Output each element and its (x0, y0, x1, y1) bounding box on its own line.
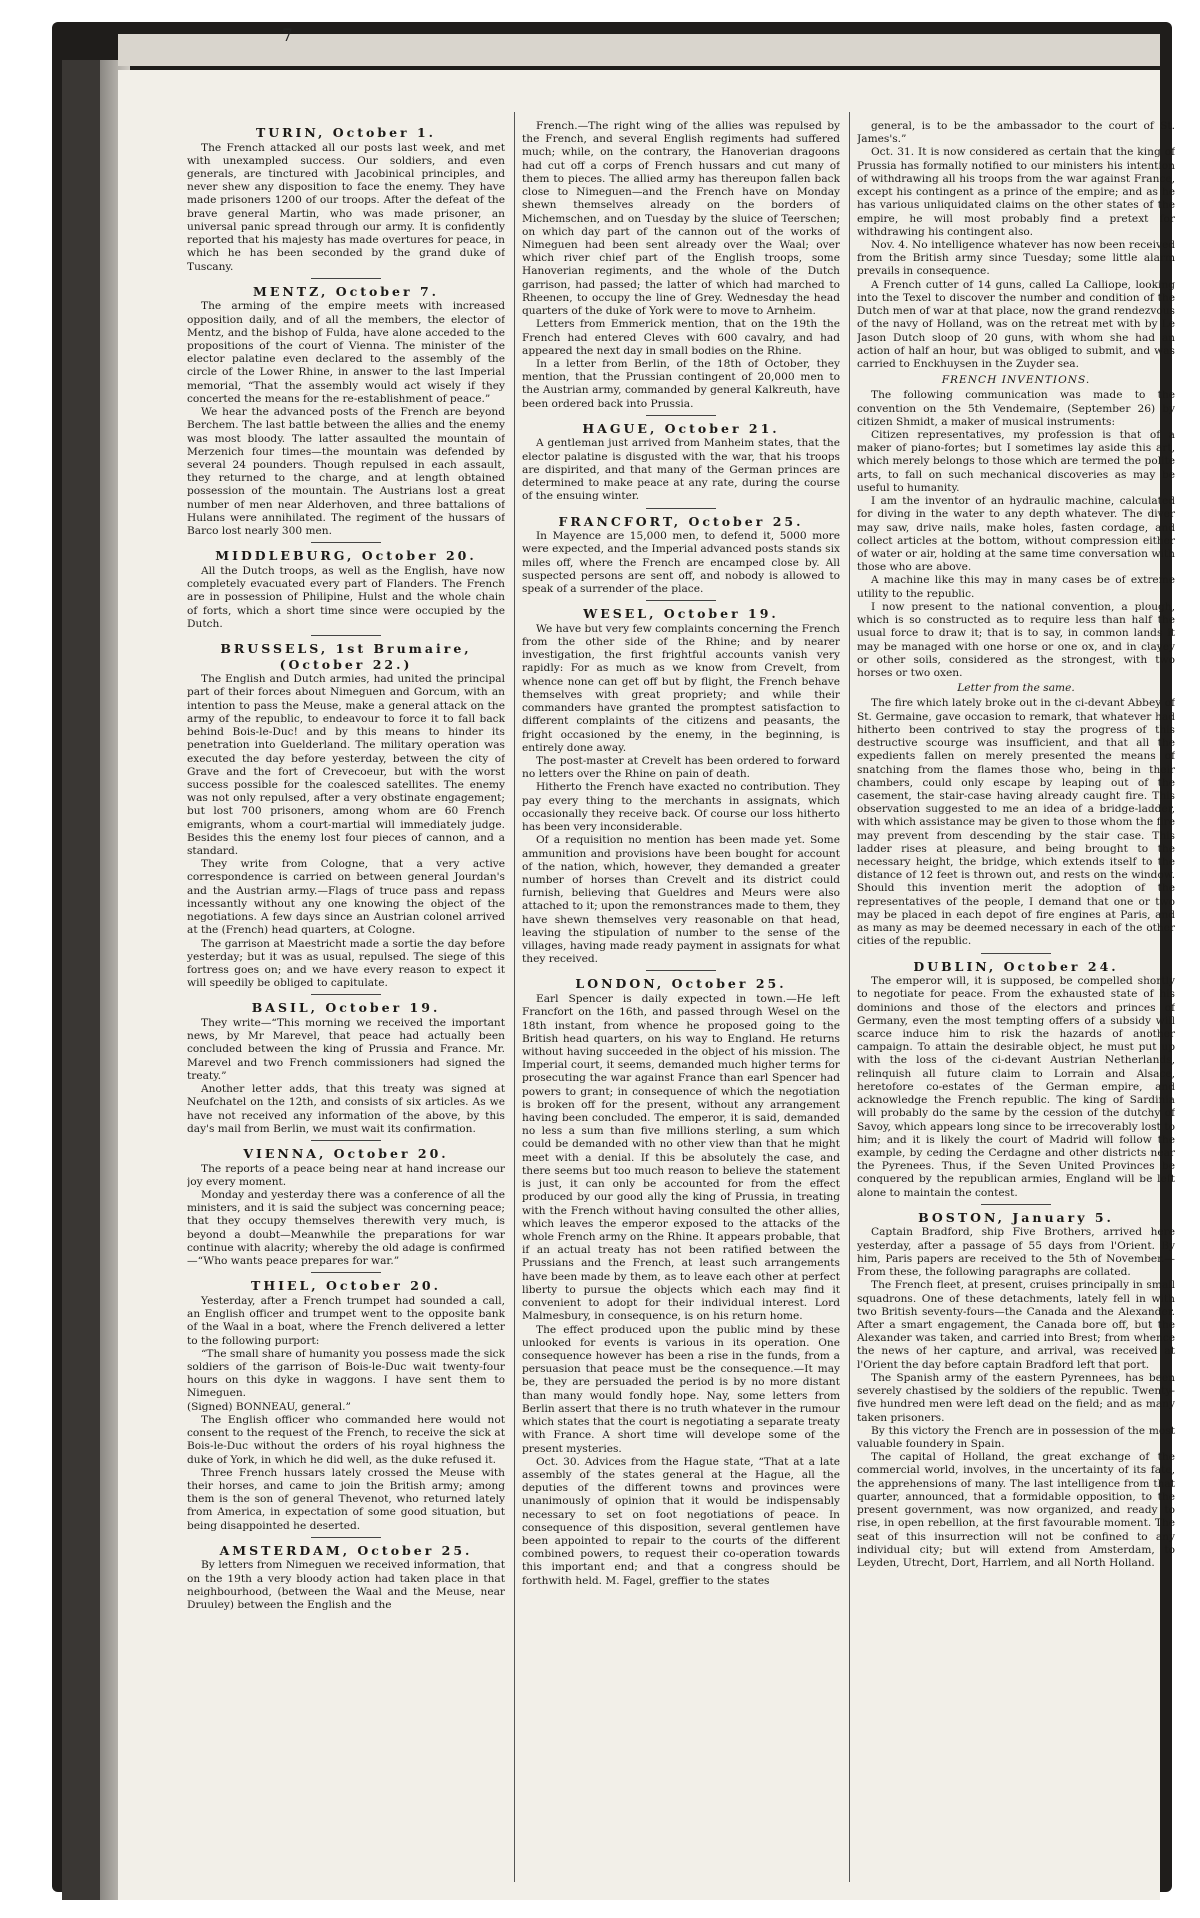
section-rule (981, 953, 1051, 954)
article-paragraph: The effect produced upon the public mind by these unlooked for events is various in its operation. One consequence however has been a rise in the funds, from a persuasion that peace must be the consequence.—It may be, they are persuaded the period is by no more distant than many would fondly hope. Nay, some letters from Berlin assert that there is no truth whatever in the rumour which states that the court is negotiating a separate treaty with France. A short time will develope some of the present mysteries. (522, 1323, 840, 1455)
article-paragraph: Nov. 4. No intelligence whatever has now been received from the British army since Tuesday; some little alarm prevails in consequence. (857, 238, 1175, 278)
article-paragraph: general, is to be the ambassador to the court of St. James's.” (857, 120, 1175, 146)
article-paragraph: “The small share of humanity you possess made the sick soldiers of the garrison of Bois-le-Duc wait twenty-four hours on this dyke in waggons. I have sent them to Nimeguen. (187, 1347, 505, 1400)
article-paragraph: Hitherto the French have exacted no contribution. They pay every thing to the merchants in assignats, which occasionally they receive back. Of course our loss hitherto has been very inconsiderable. (522, 781, 840, 834)
article-paragraph: Letters from Emmerick mention, that on the 19th the French had entered Cleves with 600 cavalry, and had appeared the next day in small bodies on the Rhine. (522, 318, 840, 357)
section-rule (311, 994, 381, 995)
article-paragraph: Three French hussars lately crossed the Meuse with their horses, and came to join the British army; among them is the son of general Thevenot, who returned lately from America, in expectation of some good situation, but being disappointed he deserted. (187, 1466, 505, 1532)
dateline: LONDON, October 25. (575, 976, 787, 992)
dateline: BASIL, October 19. (251, 1000, 441, 1016)
article-paragraph: In Mayence are 15,000 men, to defend it, 5000 more were expected, and the Imperial advanced posts stands six miles off, where the French are encamped close by. All suspected persons are sent off, and nobody is allowed to speak of a surrender of the place. (522, 530, 840, 595)
article-paragraph: We have but very few complaints concerning the French from the other side of the Rhine; and by nearer investigation, the first frightful accounts vanish very rapidly: For as much as we know from Crevelt, from whence none can get off but by flight, the French behave themselves with great propriety; and while their commanders have granted the promptest satisfaction to different complaints of the citizens and peasants, the fright occasioned by the enemy, in the beginning, is entirely done away. (522, 622, 840, 754)
section-rule (311, 542, 381, 543)
column-1 (187, 120, 505, 1890)
article-paragraph: The post-master at Crevelt has been ordered to forward no letters over the Rhine on pain of death. (522, 754, 840, 781)
dateline: BRUSSELS, 1st Brumaire, (October 22.) (220, 641, 472, 672)
column-3 (857, 120, 1175, 1890)
page-mark: 7 (282, 26, 293, 46)
column-divider (514, 112, 515, 1882)
section-rule (311, 1537, 381, 1538)
article-paragraph: All the Dutch troops, as well as the English, have now completely evacuated every part of Flanders. The French are in possession of Philipine, Hulst and the whole chain of forts, which a short time since were occupied by the Dutch. (187, 564, 505, 630)
article-paragraph: The English and Dutch armies, had united the principal part of their forces about Nimeguen and Gorcum, with an intention to pass the Meuse, make a general attack on the army of the republic, to endeavour to force it to fall back behind Bois-le-Duc! and by this means to hinder its penetration into Guelderland. The military operation was executed the day before yesterday, between the city of Grave and the fort of Crevecoeur, but with the worst success possible for the coalesced satellites. The enemy was not only repulsed, after a very obstinate engagement; but lost 700 prisoners, among whom are 60 French emigrants, whom a court-martial will immediately judge. Besides this the enemy lost four pieces of cannon, and a standard. (187, 673, 505, 858)
dateline: THIEL, October 20. (251, 1278, 441, 1294)
signature-line: (Signed) BONNEAU, general.” (187, 1400, 351, 1413)
article-paragraph: Monday and yesterday there was a conference of all the ministers, and it is said the subject was concerning peace; that they occupy themselves therewith very much, is beyond a doubt—Meanwhile the preparations for war continue with alacrity; whereby the old adage is confirmed—“Who wants peace prepares for war.” (187, 1189, 505, 1268)
section-rule (311, 278, 381, 279)
dateline: WESEL, October 19. (583, 606, 779, 622)
article-paragraph: The French fleet, at present, cruises principally in small squadrons. One of these detachments, lately fell in with two British seventy-fours—the Canada and the Alexander. After a smart engagement, the Canada bore off, but the Alexander was taken, and carried into Brest; from whence the news of her capture, and arrival, was received at l'Orient the day before captain Bradford left that port. (857, 1279, 1175, 1371)
article-paragraph: A gentleman just arrived from Manheim states, that the elector palatine is disgusted with the war, that his troops are dispirited, and that many of the German princes are determined to make peace at any rate, during the course of the ensuing winter. (522, 437, 840, 503)
article-paragraph: The reports of a peace being near at hand increase our joy every moment. (187, 1162, 505, 1188)
article-paragraph: Earl Spencer is daily expected in town.—He left Francfort on the 16th, and passed through Wesel on the 18th instant, from whence he proposed going to the British head quarters, on his way to England. He returns without having succeeded in the object of his mission. The Imperial court, it seems, demanded much higher terms for prosecuting the war against France than earl Spencer had powers to grant; in consequence of which the negotiation is broken off for the present, without any arrangement having been concluded. The emperor, it is said, demanded no less a sum than five millions sterling, a sum which could be demanded with no other view than that he might meet with a denial. If this be absolutely the case, and there seems but too much reason to believe the statement is just, it can only be accounted for from the effect produced by our good ally the king of Prussia, in treating with the French without having consulted the other allies, which leaves the emperor exposed to the attacks of the whole French army on the Rhine. It appears probable, that if an actual treaty has not been ratified between the Prussians and the French, at least such arrangements have been made by them, as to leave each other at perfect liberty to pursue the objects which each may find it convenient to adopt for their individual interest. Lord Malmesbury, in consequence, is on his return home. (522, 993, 840, 1323)
article-paragraph: Oct. 30. Advices from the Hague state, “That at a late assembly of the states general at the Hague, all the deputies of the different towns and provinces were unanimously of opinion that it would be indispensably necessary to set on foot negotiations of peace. In consequence of this disposition, several gentlemen have been appointed to repair to the courts of the different combined powers, to request their co-operation towards this important end; and that a congress should be forthwith held. M. Fagel, greffier to the states (522, 1455, 840, 1587)
section-heading: FRENCH INVENTIONS. (941, 374, 1091, 387)
section-rule (311, 1140, 381, 1141)
article-paragraph: Captain Bradford, ship Five Brothers, arrived here yesterday, after a passage of 55 days from l'Orient. By him, Paris papers are received to the 5th of November.—From these, the following paragraphs are collated. (857, 1226, 1175, 1279)
article-paragraph: Yesterday, after a French trumpet had sounded a call, an English officer and trumpet went to the opposite bank of the Waal in a boat, where the French delivered a letter to the following purport: (187, 1294, 505, 1347)
section-rule (646, 970, 716, 971)
dateline: HAGUE, October 21. (582, 420, 780, 436)
article-paragraph: The following communication was made to the convention on the 5th Vendemaire, (September 26) by citizen Shmidt, a maker of musical instruments: (857, 389, 1175, 428)
section-rule (646, 600, 716, 601)
dateline: VIENNA, October 20. (243, 1146, 449, 1161)
article-paragraph: By this victory the French are in possession of the most valuable foundery in Spain. (857, 1424, 1175, 1450)
dateline: FRANCFORT, October 25. (558, 513, 804, 529)
article-paragraph: They write—“This morning we received the important news, by Mr Marevel, that peace had actually been concluded between the king of Prussia and France. Mr. Marevel and two French commissioners had signed the treaty.” (187, 1017, 505, 1082)
article-paragraph: I now present to the national convention, a plough, which is so constructed as to require less than half the usual force to draw it; that is to say, in common lands it may be managed with one horse or one ox, and in clayey or other soils, considered as the strongest, with two horses or two oxen. (857, 600, 1175, 679)
article-paragraph: The capital of Holland, the great exchange of the commercial world, involves, in the uncertainty of its fate, the apprehensions of many. The last intelligence from that quarter, announced, that a formidable opposition, to the present government, was now organized, and ready to rise, in open rebellion, at the first favourable moment. The seat of this insurrection will not be confined to any individual city; but will extend from Amsterdam, to Leyden, Utrecht, Dort, Harrlem, and all North Holland. (857, 1451, 1175, 1569)
column-2 (522, 120, 840, 1890)
column-divider (849, 112, 850, 1882)
section-rule (981, 1204, 1051, 1205)
article-paragraph: The English officer who commanded here would not consent to the request of the French, to receive the sick at Bois-le-Duc without the orders of his royal highness the duke of York, in which he did well, as the duke refused it. (187, 1413, 505, 1466)
article-paragraph: Of a requisition no mention has been made yet. Some ammunition and provisions have been bought for account of the nation, which, however, they demanded a greater number of horses than Crevelt and its district could furnish, believing that Gueldres and Meurs were also attached to it; upon the remonstrances made to them, they have shewn themselves very reasonable on that head, leaving the stipulation of number to the sense of the villages, having made ready payment in assignats for what they received. (522, 834, 840, 966)
dateline: MENTZ, October 7. (253, 283, 439, 299)
article-paragraph: We hear the advanced posts of the French are beyond Berchem. The last battle between the allies and the enemy was most bloody. The latter assaulted the mountain of Merzenich four times—the mountain was defended by several 24 pounders. Though repulsed in each assault, they returned to the charge, and at length obtained possession of the mountain. The Austrians lost a great number of men near Alderhoven, and three battalions of Hulans were annihilated. The regiment of the hussars of Barco lost nearly 300 men. (187, 406, 505, 538)
article-paragraph: Oct. 31. It is now considered as certain that the king of Prussia has formally notified to our ministers his intention of withdrawing all his troops from the war against France, except his contingent as a prince of the empire; and as he has various unliquidated claims on the other states of the empire, he will most probably find a pretext for withdrawing his contingent also. (857, 146, 1175, 238)
article-paragraph: Another letter adds, that this treaty was signed at Neufchatel on the 12th, and consists of six articles. As we have not received any information of the above, by this day's mail from Berlin, we must wait its confirmation. (187, 1083, 505, 1135)
section-rule (311, 1272, 381, 1273)
book-spine (62, 60, 100, 1900)
dateline: MIDDLEBURG, October 20. (215, 548, 477, 564)
dateline: AMSTERDAM, October 25. (219, 1542, 473, 1558)
dateline: DUBLIN, October 24. (913, 958, 1119, 974)
article-paragraph: The emperor will, it is supposed, be compelled shortly to negotiate for peace. From the exhausted state of his dominions and those of the electors and princes of Germany, even the most tempting offers of a subsidy will scarce induce him to risk the hazards of another campaign. To attain the desirable object, he must put up with the loss of the ci-devant Austrian Netherlands, relinquish all future claim to Lorrain and Alsace, heretofore co-estates of the German empire, and acknowledge the French republic. The king of Sardinia will probably do the same by the cession of the dutchy of Savoy, which appears long since to be irrecoverably lost to him; and it is likely the court of Madrid will follow the example, by ceding the Cerdagne and other districts near the Pyrenees. Thus, if the Seven United Provinces be conquered by the republican armies, England will be left alone to maintain the contest. (857, 975, 1175, 1199)
article-paragraph: The Spanish army of the eastern Pyrennees, has been severely chastised by the soldiers of the republic. Twenty-five hundred men were left dead on the field; and as many taken prisoners. (857, 1371, 1175, 1424)
article-paragraph: French.—The right wing of the allies was repulsed by the French, and several English regiments had suffered much; while, on the contrary, the Hanoverian dragoons had cut off a corps of French hussars and cut many of them to pieces. The allied army has thereupon fallen back close to Nimeguen—and the French have on Monday shewn themselves already on the borders of Michemschen, and on Tuesday by the sluice of Teerschen; on which day part of the cannon out of the works of Nimeguen had been sent already over the Waal; over which river chief part of the English troops, some Hanoverian regiments, and the whole of the Dutch garrison, had passed; the latter of which had marched to Rheenen, to occupy the line of Grey. Wednesday the head quarters of the duke of York were to move to Arnheim. (522, 120, 840, 318)
section-rule (646, 508, 716, 509)
dateline: BOSTON, January 5. (918, 1209, 1114, 1225)
section-rule (311, 635, 381, 636)
section-rule (646, 415, 716, 416)
article-paragraph: A French cutter of 14 guns, called La Calliope, looking into the Texel to discover the number and condition of the Dutch men of war at that place, now the grand rendezvous of the navy of Holland, was on the retreat met with by Le Jason Dutch sloop of 20 guns, with whom she had an action of half an hour, but was obliged to submit, and was carried to Enckhuysen in the Zuyder sea. (857, 278, 1175, 370)
article-paragraph: The arming of the empire meets with increased opposition daily, and of all the members, the elector of Mentz, and the bishop of Fulda, have alone acceded to the propositions of the court of Vienna. The minister of the elector palatine even declared to the assembly of the circle of the Lower Rhine, in answer to the last Imperial memorial, “That the assembly would act wisely if they concerted the means for the re-establishment of peace.” (187, 300, 505, 405)
top-margin-strip (118, 34, 1160, 66)
article-paragraph: The garrison at Maestricht made a sortie the day before yesterday; but it was as usual, repulsed. The siege of this fortress goes on; and we have every reason to expect it will speedily be obliged to capitulate. (187, 937, 505, 990)
dateline: TURIN, October 1. (255, 125, 437, 140)
article-paragraph: The fire which lately broke out in the ci-devant Abbey of St. Germaine, gave occasion to remark, that whatever had hitherto been contrived to stay the progress of this destructive scourge was insufficient, and that all the expedients fallen on merely presented the means of snatching from the flames those who, being in their chambers, could only escape by leaping out of the casement, the stair-case having already caught fire. This observation suggested to me an idea of a bridge-ladder, with which assistance may be given to those whom the fire may prevent from descending by the stair case. This ladder rises at pleasure, and being brought to the necessary height, the bridge, which extends itself to the distance of 12 feet is thrown out, and rests on the window. Should this invention merit the adoption of the representatives of the people, I demand that one or two may be placed in each depot of fire engines at Paris, and as many as may be deemed necessary in each of the other cities of the republic. (857, 697, 1175, 948)
article-paragraph: They write from Cologne, that a very active correspondence is carried on between general Jourdan's and the Austrian army.—Flags of truce pass and repass incessantly without any one knowing the object of the negotiations. A few days since an Austrian colonel arrived at the (French) head quarters, at Cologne. (187, 858, 505, 937)
article-paragraph: The French attacked all our posts last week, and met with unexampled success. Our soldiers, and even generals, are tinctured with Jacobinical principles, and never shew any disposition to face the enemy. They have made prisoners 1200 of our troops. After the defeat of the brave general Martin, who was made prisoner, an universal panic spread through our army. It is confidently reported that his majesty has made overtures for peace, in which he has been seconded by the grand duke of Tuscany. (187, 141, 505, 273)
article-paragraph: Citizen representatives, my profession is that of a maker of piano-fortes; but I sometimes lay aside this art, which merely belongs to those which are termed the polite arts, to fall on such mechanical discoveries as may be useful to humanity. (857, 429, 1175, 494)
subheading: Letter from the same. (957, 682, 1075, 695)
article-paragraph: By letters from Nimeguen we received information, that on the 19th a very bloody action had taken place in that neighbourhood, (between the Waal and the Meuse, near Druuley) between the English and the (187, 1559, 505, 1612)
article-paragraph: In a letter from Berlin, of the 18th of October, they mention, that the Prussian contingent of 20,000 men to the Austrian army, commanded by general Kalkreuth, have been ordered back into Prussia. (522, 357, 840, 410)
article-paragraph: A machine like this may in many cases be of extreme utility to the republic. (857, 574, 1175, 600)
article-paragraph: I am the inventor of an hydraulic machine, calculated for diving in the water to any depth whatever. The diver may saw, drive nails, make holes, fasten cordage, and collect articles at the bottom, without compression either of water or air, holding at the same time conversation with those who are above. (857, 495, 1175, 574)
